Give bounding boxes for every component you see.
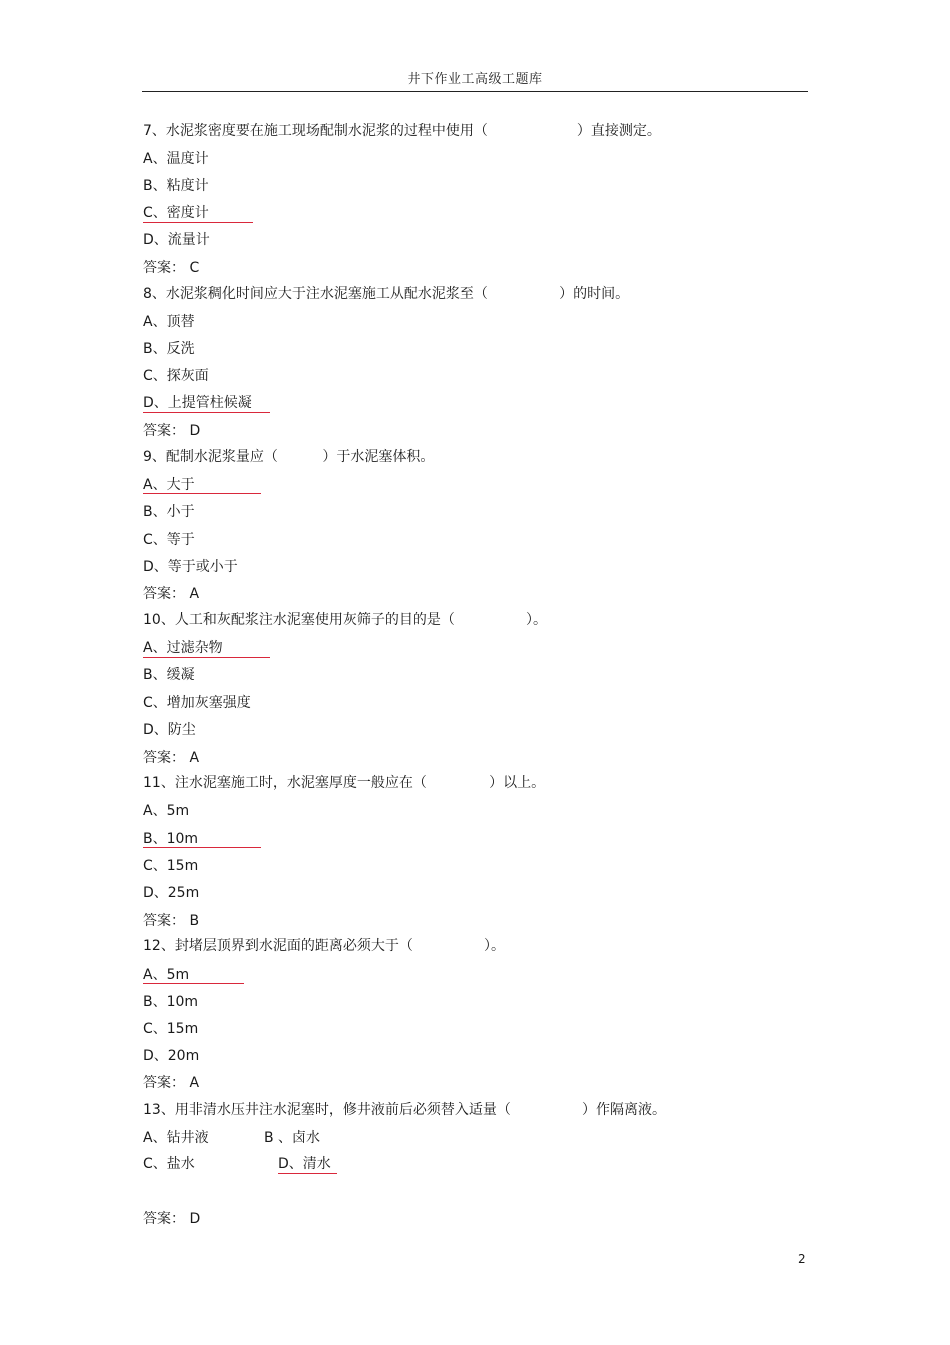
option-d: D、防尘 (143, 722, 196, 738)
page-number: 2 (798, 1252, 806, 1266)
question-stem: 13、用非清水压井注水泥塞时，修井液前后必须替入适量（ ）作隔离液。 (143, 1102, 667, 1118)
question-stem: 12、封堵层顶界到水泥面的距离必须大于（ ）。 (143, 938, 506, 954)
answer-line: 答案： A (143, 750, 200, 766)
answer-line: 答案： D (143, 423, 201, 439)
option-c: C、盐水 (143, 1156, 195, 1172)
option-d: D、流量计 (143, 232, 210, 248)
option-d: D、等于或小于 (143, 559, 238, 575)
option-a: A、5m (143, 803, 190, 819)
option-b: B、小于 (143, 504, 195, 520)
option-b: B、10m (143, 994, 199, 1010)
answer-line: 答案： B (143, 913, 200, 929)
option-a: A、大于 (143, 477, 195, 493)
question-stem: 7、水泥浆密度要在施工现场配制水泥浆的过程中使用（ ）直接测定。 (143, 123, 661, 139)
option-b: B、反洗 (143, 341, 195, 357)
answer-underline (278, 1173, 337, 1174)
option-a: A、过滤杂物 (143, 640, 223, 656)
page-header-title: 井下作业工高级工题库 (407, 72, 543, 87)
answer-underline (143, 657, 270, 658)
option-c: C、等于 (143, 532, 195, 548)
option-b: B、10m (143, 831, 199, 847)
option-c: C、探灰面 (143, 368, 209, 384)
answer-underline (143, 847, 261, 848)
option-d: D、20m (143, 1048, 200, 1064)
option-c: C、15m (143, 858, 199, 874)
answer-line: 答案： A (143, 1075, 200, 1091)
option-a: A、5m (143, 967, 190, 983)
option-b: B、缓凝 (143, 667, 195, 683)
option-c: C、15m (143, 1021, 199, 1037)
answer-underline (143, 222, 253, 223)
header-rule (142, 91, 808, 92)
option-a: A、温度计 (143, 151, 209, 167)
answer-line: 答案： A (143, 586, 200, 602)
answer-underline (143, 412, 270, 413)
question-stem: 8、水泥浆稠化时间应大于注水泥塞施工从配水泥浆至（ ）的时间。 (143, 286, 630, 302)
option-d: D、清水 (278, 1156, 331, 1172)
option-c: C、密度计 (143, 205, 209, 221)
option-b: B 、卤水 (264, 1130, 321, 1146)
option-a: A、顶替 (143, 314, 195, 330)
question-stem: 9、配制水泥浆量应（ ）于水泥塞体积。 (143, 449, 435, 465)
option-b: B、粘度计 (143, 178, 209, 194)
option-a: A、钻井液 (143, 1130, 209, 1146)
answer-line: 答案： D (143, 1211, 201, 1227)
question-stem: 11、注水泥塞施工时，水泥塞厚度一般应在（ ）以上。 (143, 775, 546, 791)
option-d: D、25m (143, 885, 200, 901)
answer-line: 答案： C (143, 260, 200, 276)
answer-underline (143, 493, 261, 494)
question-stem: 10、人工和灰配浆注水泥塞使用灰筛子的目的是（ ）。 (143, 612, 548, 628)
answer-underline (143, 983, 244, 984)
option-c: C、增加灰塞强度 (143, 695, 251, 711)
option-d: D、上提管柱候凝 (143, 395, 252, 411)
